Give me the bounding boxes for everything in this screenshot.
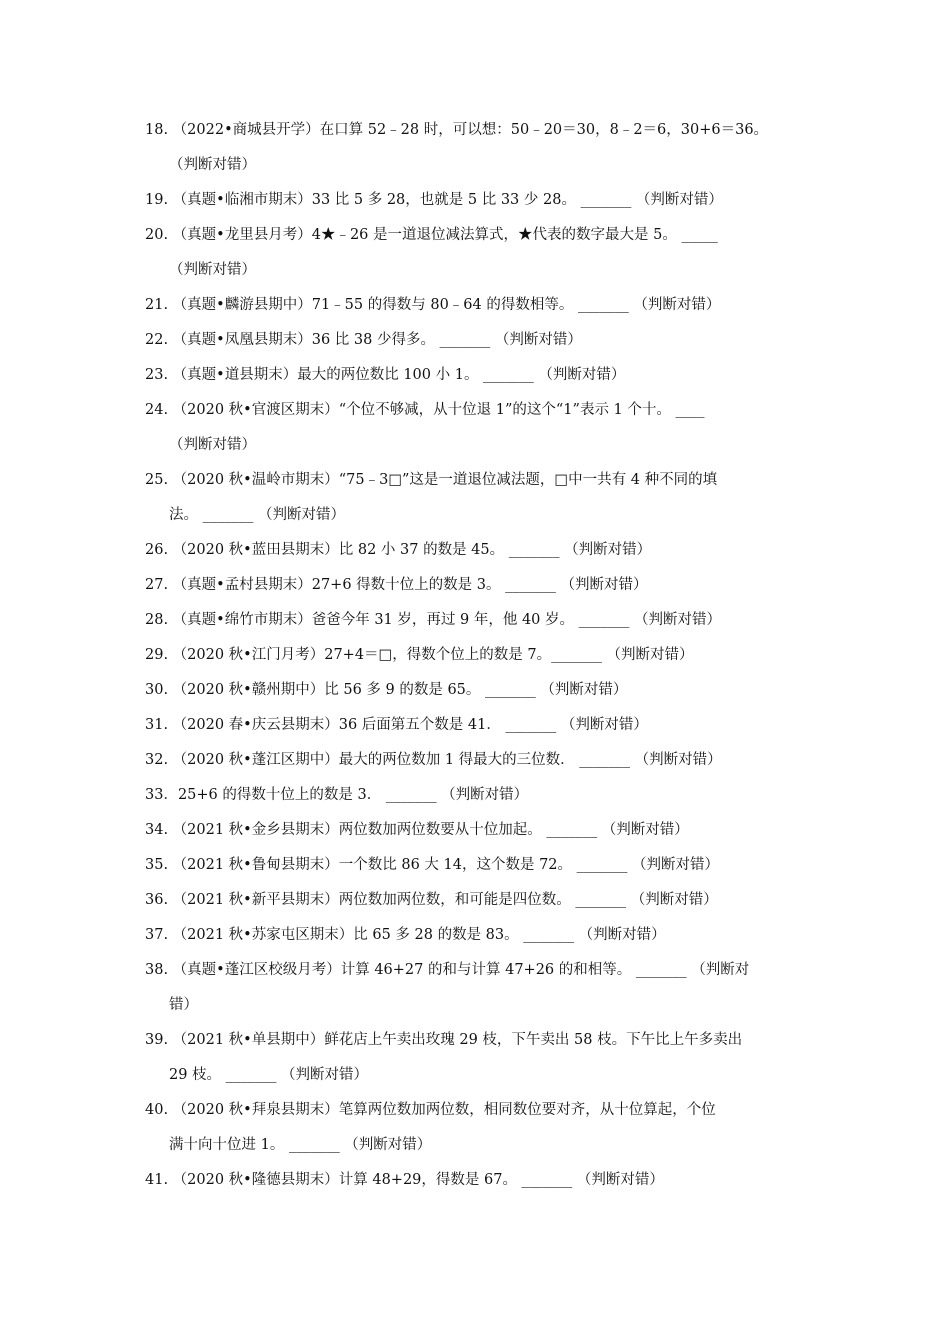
question-line: 23. （真题•道县期末）最大的两位数比 100 小 1。 _______ （判断对错） [145,367,626,383]
question-item-38 [145,953,835,1023]
question-line: 41. （2020 秋•隆德县期末）计算 48+29，得数是 67。 _______ （判断对错） [145,1172,664,1188]
question-line: 19. （真题•临湘市期末）33 比 5 多 28，也就是 5 比 33 少 28。 _______ （判断对错） [145,192,723,208]
question-line: 21. （真题•麟游县期中）71﹣55 的得数与 80﹣64 的得数相等。 _______ （判断对错） [145,297,721,313]
question-line: 25. （2020 秋•温岭市期末）“75﹣3□”这是一道退位减法题，□中一共有 4 种不同的填 [145,472,718,488]
question-line-continued: 错） [169,997,198,1013]
question-item-28 [145,603,835,638]
question-line-continued: （判断对错） [169,262,256,278]
question-item-40 [145,1093,835,1163]
question-line: 22. （真题•凤凰县期末）36 比 38 少得多。 _______ （判断对错） [145,332,582,348]
question-line-continued: （判断对错） [169,437,256,453]
question-item-19 [145,183,835,218]
question-line: 31. （2020 春•庆云县期末）36 后面第五个数是 41． _______ （判断对错） [145,717,648,733]
question-line: 26. （2020 秋•蓝田县期末）比 82 小 37 的数是 45。 _______ （判断对错） [145,542,652,558]
question-line: 18. （2022•商城县开学）在口算 52﹣28 时，可以想：50﹣20＝30，8﹣2＝6，30+6＝36。 [145,122,769,138]
question-item-31 [145,708,835,743]
question-line: 35. （2021 秋•鲁甸县期末）一个数比 86 大 14，这个数是 72。 _______ （判断对错） [145,857,719,873]
question-item-18 [145,113,835,183]
question-item-20 [145,218,835,288]
question-item-37 [145,918,835,953]
question-line: 34. （2021 秋•金乡县期末）两位数加两位数要从十位加起。 _______ （判断对错） [145,822,689,838]
question-line: 36. （2021 秋•新平县期末）两位数加两位数，和可能是四位数。 _______ （判断对错） [145,892,718,908]
question-line: 33．25+6 的得数十位上的数是 3． _______ （判断对错） [145,787,529,803]
question-line: 30. （2020 秋•赣州期中）比 56 多 9 的数是 65。 _______ （判断对错） [145,682,628,698]
question-line: 39. （2021 秋•单县期中）鲜花店上午卖出玫瑰 29 枝，下午卖出 58 枝。下午比上午多卖出 [145,1032,743,1048]
question-item-34 [145,813,835,848]
question-list [145,113,835,1198]
question-item-30 [145,673,835,708]
question-item-26 [145,533,835,568]
question-line-continued: 满十向十位进 1。 _______ （判断对错） [169,1137,432,1153]
question-line: 20. （真题•龙里县月考）4★﹣26 是一道退位减法算式，★代表的数字最大是 5。 _____ [145,227,718,243]
question-item-21 [145,288,835,323]
question-item-35 [145,848,835,883]
question-item-23 [145,358,835,393]
question-line: 40. （2020 秋•拜泉县期末）笔算两位数加两位数，相同数位要对齐，从十位算起，个位 [145,1102,716,1118]
question-line: 38. （真题•蓬江区校级月考）计算 46+27 的和与计算 47+26 的和相等。 _______ （判断对 [145,962,750,978]
question-item-33 [145,778,835,813]
question-item-24 [145,393,835,463]
question-line: 32. （2020 秋•蓬江区期中）最大的两位数加 1 得最大的三位数． _______ （判断对错） [145,752,722,768]
question-item-27 [145,568,835,603]
question-line: 28. （真题•绵竹市期末）爸爸今年 31 岁，再过 9 年，他 40 岁。 _______ （判断对错） [145,612,721,628]
question-line: 27. （真题•孟村县期末）27+6 得数十位上的数是 3。 _______ （判断对错） [145,577,648,593]
question-item-32 [145,743,835,778]
question-item-39 [145,1023,835,1093]
question-item-29 [145,638,835,673]
question-line-continued: 29 枝。 _______ （判断对错） [169,1067,369,1083]
question-line: 24. （2020 秋•官渡区期末）“个位不够减，从十位退 1”的这个“1”表示 1 个十。 ____ [145,402,705,418]
question-line-continued: （判断对错） [169,157,256,173]
question-line: 29. （2020 秋•江门月考）27+4＝□，得数个位上的数是 7。_______ （判断对错） [145,647,694,663]
question-line-continued: 法。 _______ （判断对错） [169,507,345,523]
question-item-41 [145,1163,835,1198]
question-line: 37. （2021 秋•苏家屯区期末）比 65 多 28 的数是 83。 _______ （判断对错） [145,927,666,943]
question-item-36 [145,883,835,918]
question-item-25 [145,463,835,533]
question-item-22 [145,323,835,358]
